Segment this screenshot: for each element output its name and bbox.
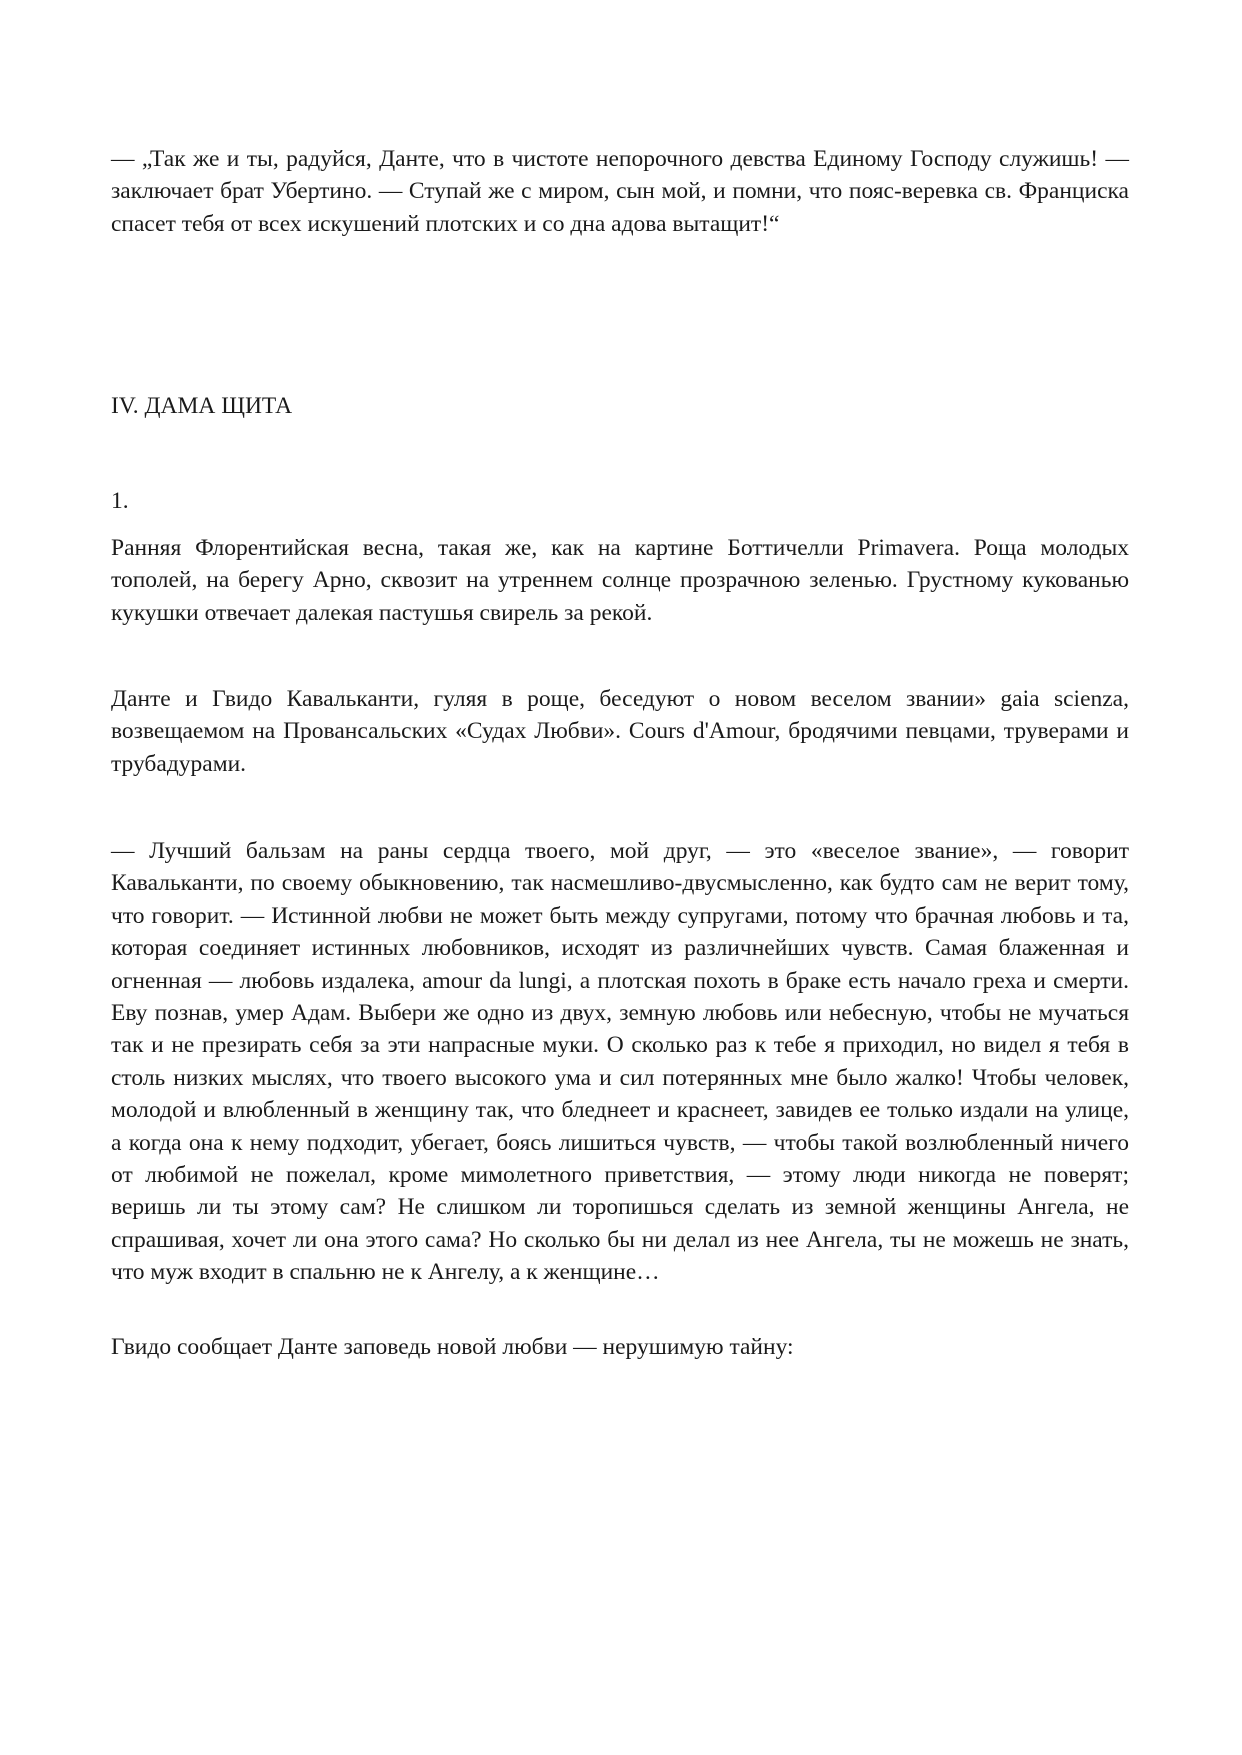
section-number: 1. — [111, 488, 129, 514]
paragraph-florentine-spring: Ранняя Флорентийская весна, такая же, как на картине Боттичелли Primavera. Роща молодых тополей, на берегу Арно, сквозит на утреннем солнце прозрачною зеленью. Грустному кукованью кукушки отвечает далекая пастушья свирель за рекой. — [111, 535, 1129, 626]
chapter-heading: IV. ДАМА ЩИТА — [111, 393, 293, 419]
paragraph-cavalcanti-speech: — Лучший бальзам на раны сердца твоего, мой друг, — это «веселое звание», — говорит Кавальканти, по своему обыкновению, так насмешливо-двусмысленно, как будто сам не верит тому, что говорит. — Истинной любви не может быть между супругами, потому что брачная любовь и та, которая соединяет истинных любовников, исходят из различнейших чувств. Самая блаженная и огненная — любовь издалека, amour da lungi, а плотская похоть в браке есть начало греха и смерти. Еву познав, умер Адам. Выбери же одно из двух, земную любовь или небесную, чтобы не мучаться так и не презирать себя за эти напрасные муки. О сколько раз к тебе я приходил, но видел я тебя в столь низких мыслях, что твоего высокого ума и сил потерянных мне было жалко! Чтобы человек, молодой и влюбленный в женщину так, что бледнеет и краснеет, завидев ее только издали на улице, а когда она к нему подходит, убегает, боясь лишиться чувств, — чтобы такой возлюбленный ничего от любимой не пожелал, кроме мимолетного приветствия, — этому люди никогда не поверят; веришь ли ты этому сам? Не слишком ли торопишься сделать из земной женщины Ангела, не спрашивая, хочет ли она этого сама? Но сколько бы ни делал из нее Ангела, ты не можешь не знать, что муж входит в спальню не к Ангелу, а к женщине… — [111, 838, 1129, 1286]
paragraph-dante-guido-walk: Данте и Гвидо Кавальканти, гуляя в роще, беседуют о новом веселом звании» gaia scienza, возвещаемом на Провансальских «Судах Любви». Cours d'Amour, бродячими певцами, труверами и трубадурами. — [111, 686, 1129, 777]
paragraph-ubertino-blessing: — „Так же и ты, радуйся, Данте, что в чистоте непорочного девства Единому Господу служишь! — заключает брат Убертино. — Ступай же с миром, сын мой, и помни, что пояс-веревка св. Франциска спасет тебя от всех искушений плотских и со дна адова вытащит!“ — [111, 146, 1129, 237]
paragraph-guido-commandment: Гвидо сообщает Данте заповедь новой любви — нерушимую тайну: — [111, 1334, 794, 1360]
